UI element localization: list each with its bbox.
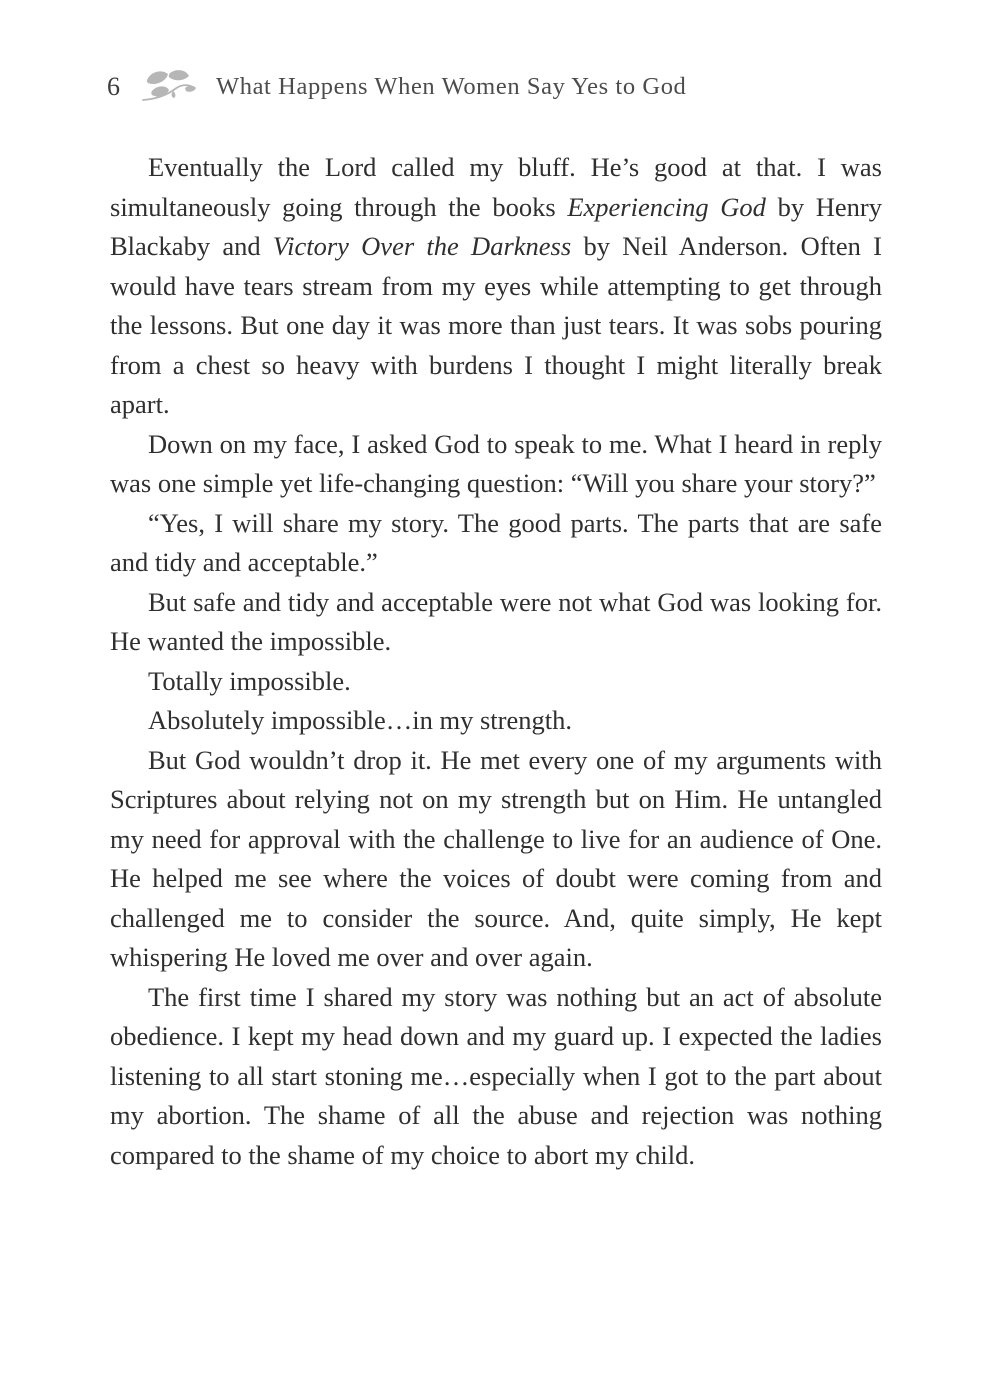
paragraph: [110, 978, 882, 1176]
paragraph: [110, 504, 882, 583]
text-run: Totally impossible.: [148, 665, 351, 696]
book-title-italic: Victory Over the Darkness: [272, 231, 572, 261]
paragraph: [110, 701, 882, 741]
page-body: [110, 148, 882, 1175]
text-run: “Yes, I will share my story. The good parts. The parts that are safe and tidy and acceptable.”: [110, 507, 882, 577]
book-title-italic: Experiencing God: [567, 191, 766, 222]
text-run: Absolutely impossible…in my strength.: [148, 705, 572, 735]
text-run: The first time I shared my story was nothing but an act of absolute obedience. I kept my head down and my guard up. I expected the ladies listening to all start stoning me…especially when I got to the part about my abortion. The shame of all the abuse and rejection was nothing compared to the shame of my choice to abort my child.: [110, 981, 882, 1170]
paragraph: [110, 425, 882, 504]
text-run: by Neil Anderson. Often I would have tears stream from my eyes while attempting to get through the lessons. But one day it was more than just tears. It was sobs pouring from a chest so heavy with burdens I thought I might literally break apart.: [110, 231, 882, 419]
text-run: But safe and tidy and acceptable were not what God was looking for. He wanted the impossible.: [110, 586, 882, 656]
text-run: Eventually the Lord called my bluff. He’s good at that. I was simultaneously going through the books: [110, 152, 882, 222]
paragraph: [110, 583, 882, 662]
running-head-title: What Happens When Women Say Yes to God: [216, 72, 687, 100]
paragraph: [110, 148, 882, 425]
page-number: 6: [107, 72, 120, 101]
text-run: Down on my face, I asked God to speak to me. What I heard in reply was one simple yet life-changing question: “Will you share your story?”: [110, 428, 882, 498]
text-run: by Henry Blackaby and: [110, 191, 882, 261]
paragraph: [110, 741, 882, 978]
leaf-branch-icon: [140, 67, 198, 107]
text-run: But God wouldn’t drop it. He met every one of my arguments with Scriptures about relying not on my strength but on Him. He untangled my need for approval with the challenge to live for an audience of One. He helped me see where the voices of doubt were coming from and challenged me to consider the source. And, quite simply, He kept whispering He loved me over and over again.: [110, 744, 882, 972]
page-header: [107, 66, 890, 108]
paragraph: [110, 662, 882, 702]
